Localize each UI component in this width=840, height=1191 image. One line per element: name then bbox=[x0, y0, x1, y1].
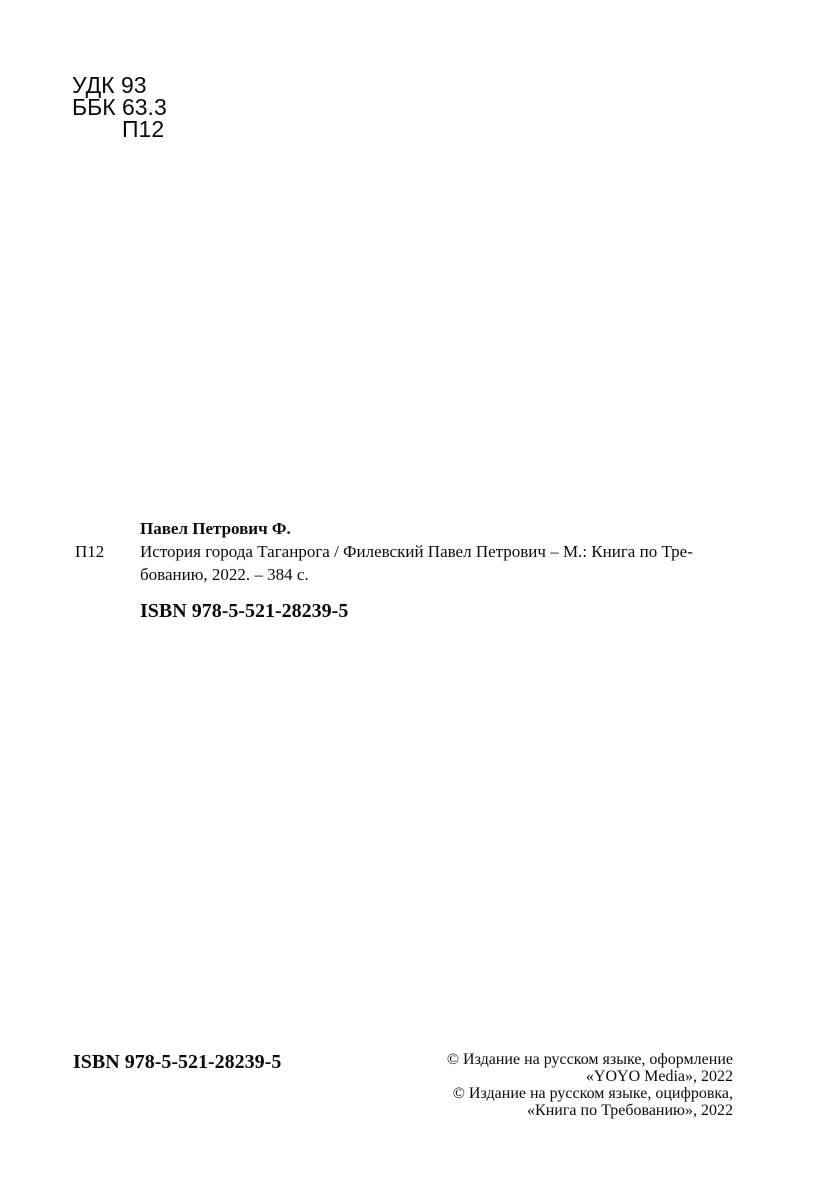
author-sign-line: П12 bbox=[122, 116, 165, 142]
copyright-line: © Издание на русском языке, оцифровка, bbox=[452, 1085, 733, 1102]
catalog-description-line: бованию, 2022. – 384 с. bbox=[140, 565, 309, 584]
classification-block bbox=[72, 74, 167, 140]
catalog-isbn: ISBN 978-5-521-28239-5 bbox=[140, 600, 349, 622]
copyright-line: «YOYO Media», 2022 bbox=[585, 1068, 733, 1085]
catalog-entry bbox=[75, 540, 745, 586]
footer-copyright-block bbox=[447, 1051, 733, 1119]
udk-line: УДК 93 bbox=[72, 72, 147, 98]
catalog-author-heading: Павел Петрович Ф. bbox=[140, 519, 291, 538]
footer-isbn: ISBN 978-5-521-28239-5 bbox=[73, 1051, 282, 1073]
bbk-line: ББК 63.3 bbox=[72, 94, 167, 120]
copyright-line: © Издание на русском языке, оформление bbox=[446, 1051, 733, 1068]
catalog-card bbox=[75, 517, 745, 623]
catalog-author-sign: П12 bbox=[75, 542, 105, 561]
copyright-line: «Книга по Требованию», 2022 bbox=[527, 1102, 733, 1119]
catalog-description-line: История города Таганрога / Филевский Павел Петрович – М.: Книга по Тре- bbox=[140, 542, 693, 561]
